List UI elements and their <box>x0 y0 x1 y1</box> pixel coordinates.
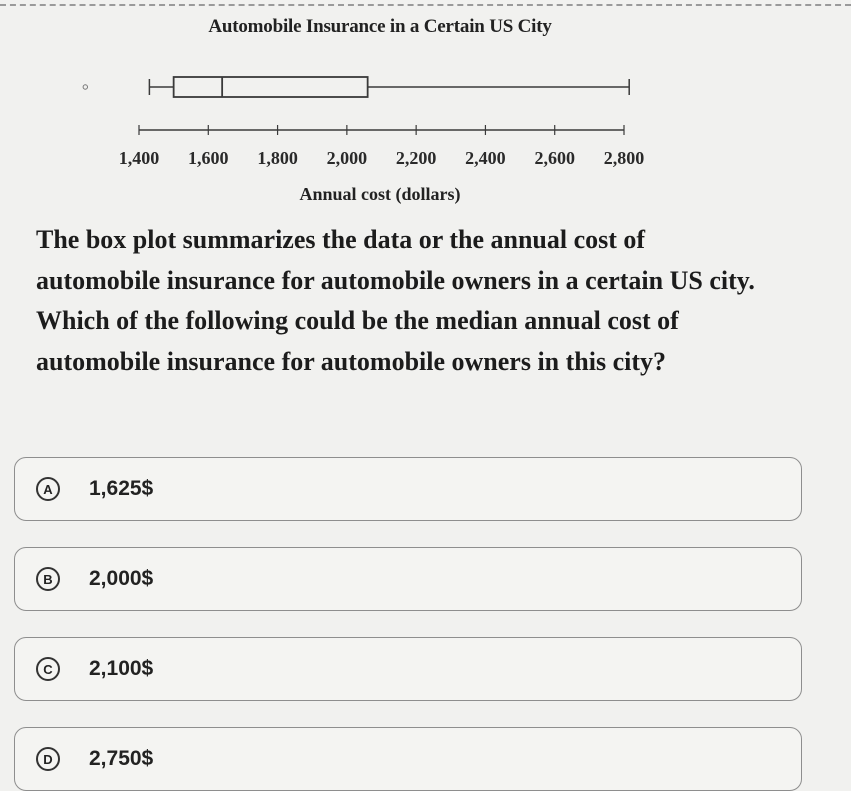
choice-c[interactable] <box>14 637 802 701</box>
outlier-point-0 <box>83 85 87 89</box>
question-text: The box plot summarizes the data or the annual cost of automobile insurance for automobile owners in a certain US city. Which of the following could be the median annual cost of automobile insurance for automobile owners in this city? <box>36 225 755 376</box>
choice-c-text: 2,100$ <box>89 657 154 680</box>
choice-a[interactable] <box>14 457 802 521</box>
choice-b-text: 2,000$ <box>89 567 154 590</box>
choice-d[interactable] <box>14 727 802 791</box>
x-tick-label-2: 1,800 <box>257 148 298 168</box>
choice-c-letter-icon: C <box>36 657 60 681</box>
chart-title: Automobile Insurance in a Certain US City <box>208 16 552 37</box>
choice-d-letter-icon: D <box>36 747 60 771</box>
choice-a-text: 1,625$ <box>89 477 154 500</box>
x-tick-label-3: 2,000 <box>326 148 368 168</box>
x-tick-label-5: 2,400 <box>465 148 506 168</box>
x-tick-label-0: 1,400 <box>118 148 160 168</box>
choice-d-text: 2,750$ <box>89 747 154 770</box>
choice-b[interactable] <box>14 547 802 611</box>
x-tick-label-6: 2,600 <box>534 148 575 168</box>
iqr-box <box>174 77 368 97</box>
choice-b-letter-icon: B <box>36 567 60 591</box>
x-tick-label-4: 2,200 <box>395 148 437 168</box>
x-tick-label-1: 1,600 <box>188 148 229 168</box>
x-axis-label: Annual cost (dollars) <box>299 184 461 204</box>
x-tick-label-7: 2,800 <box>603 148 645 168</box>
choice-a-letter-icon: A <box>36 477 60 501</box>
box-plot <box>0 0 851 200</box>
